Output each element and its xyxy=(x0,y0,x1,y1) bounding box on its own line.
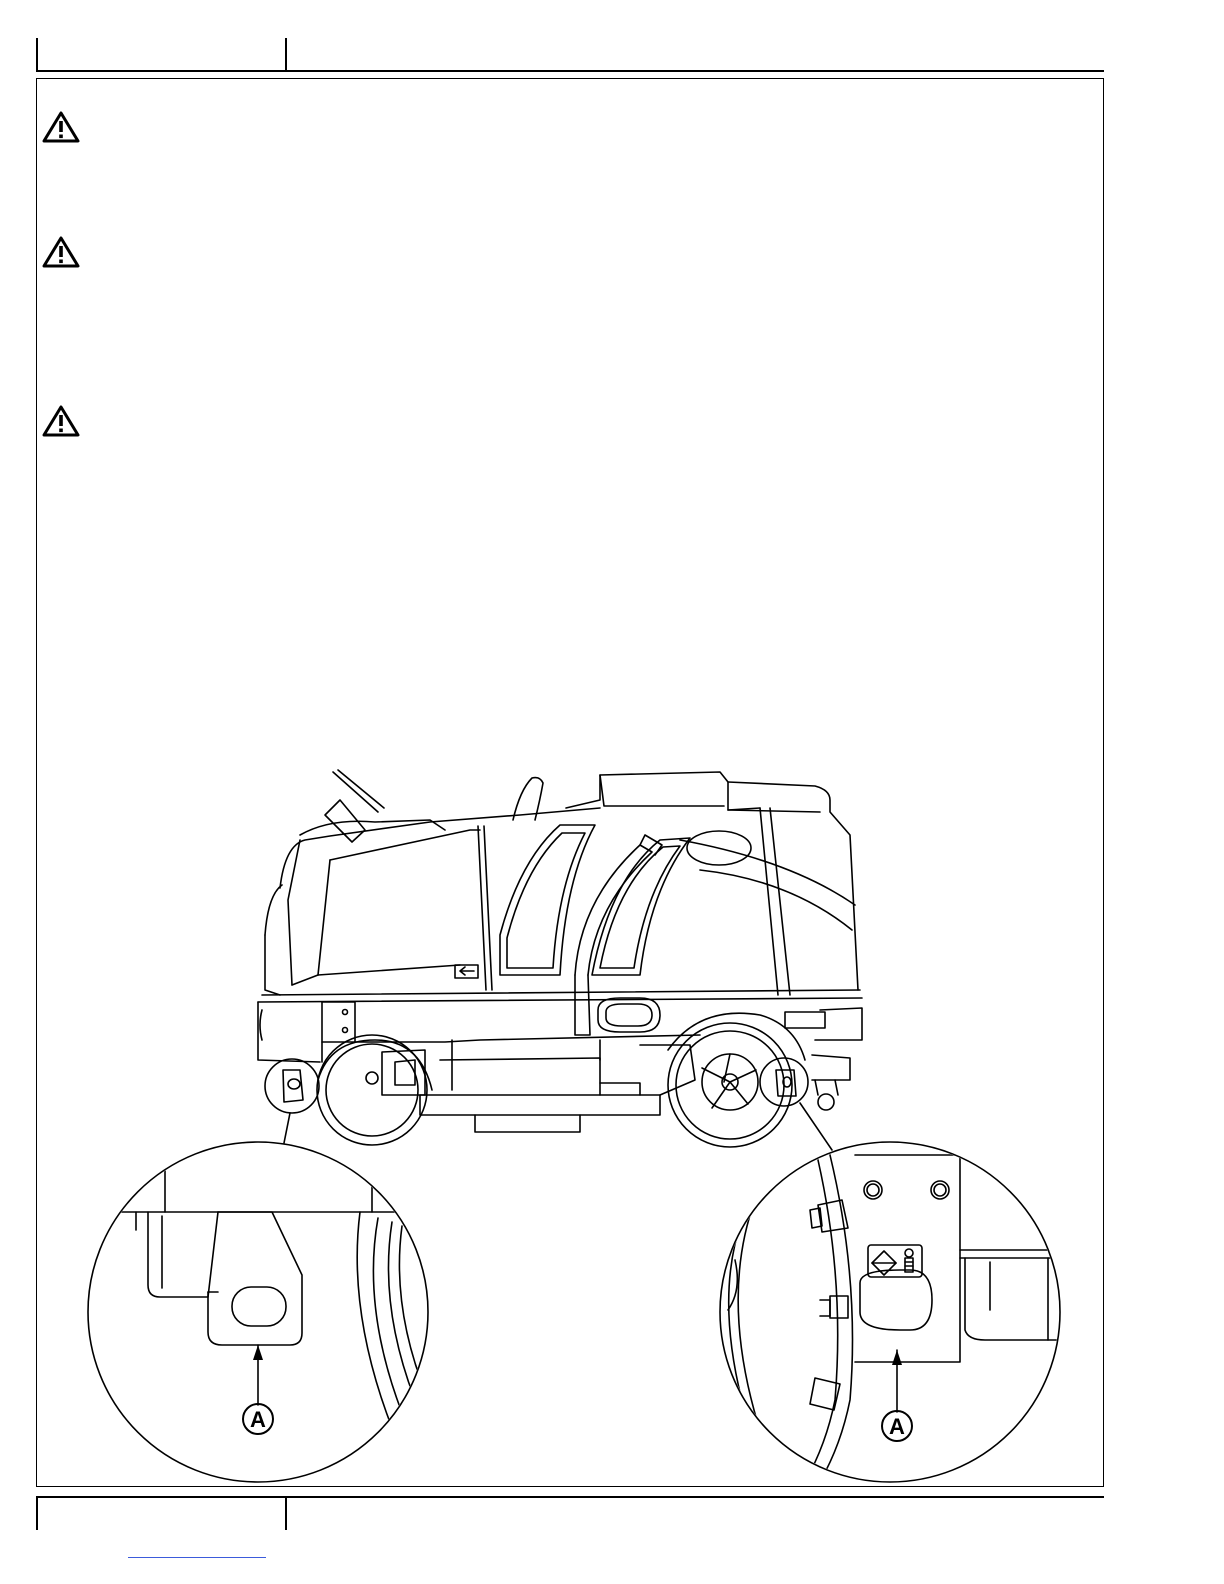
footer-divider xyxy=(285,1496,287,1530)
footer-right-cell xyxy=(292,1503,1092,1525)
footer-left-cell xyxy=(44,1503,280,1525)
callout-label: A xyxy=(250,1407,266,1432)
footer-top-rule xyxy=(36,1496,1104,1498)
footer-left-rule xyxy=(36,1496,38,1530)
callout-label: A xyxy=(889,1414,905,1439)
machine-body xyxy=(258,770,862,1147)
detail-circle-front-small xyxy=(265,1059,319,1113)
footer-link-underline[interactable] xyxy=(128,1557,266,1558)
